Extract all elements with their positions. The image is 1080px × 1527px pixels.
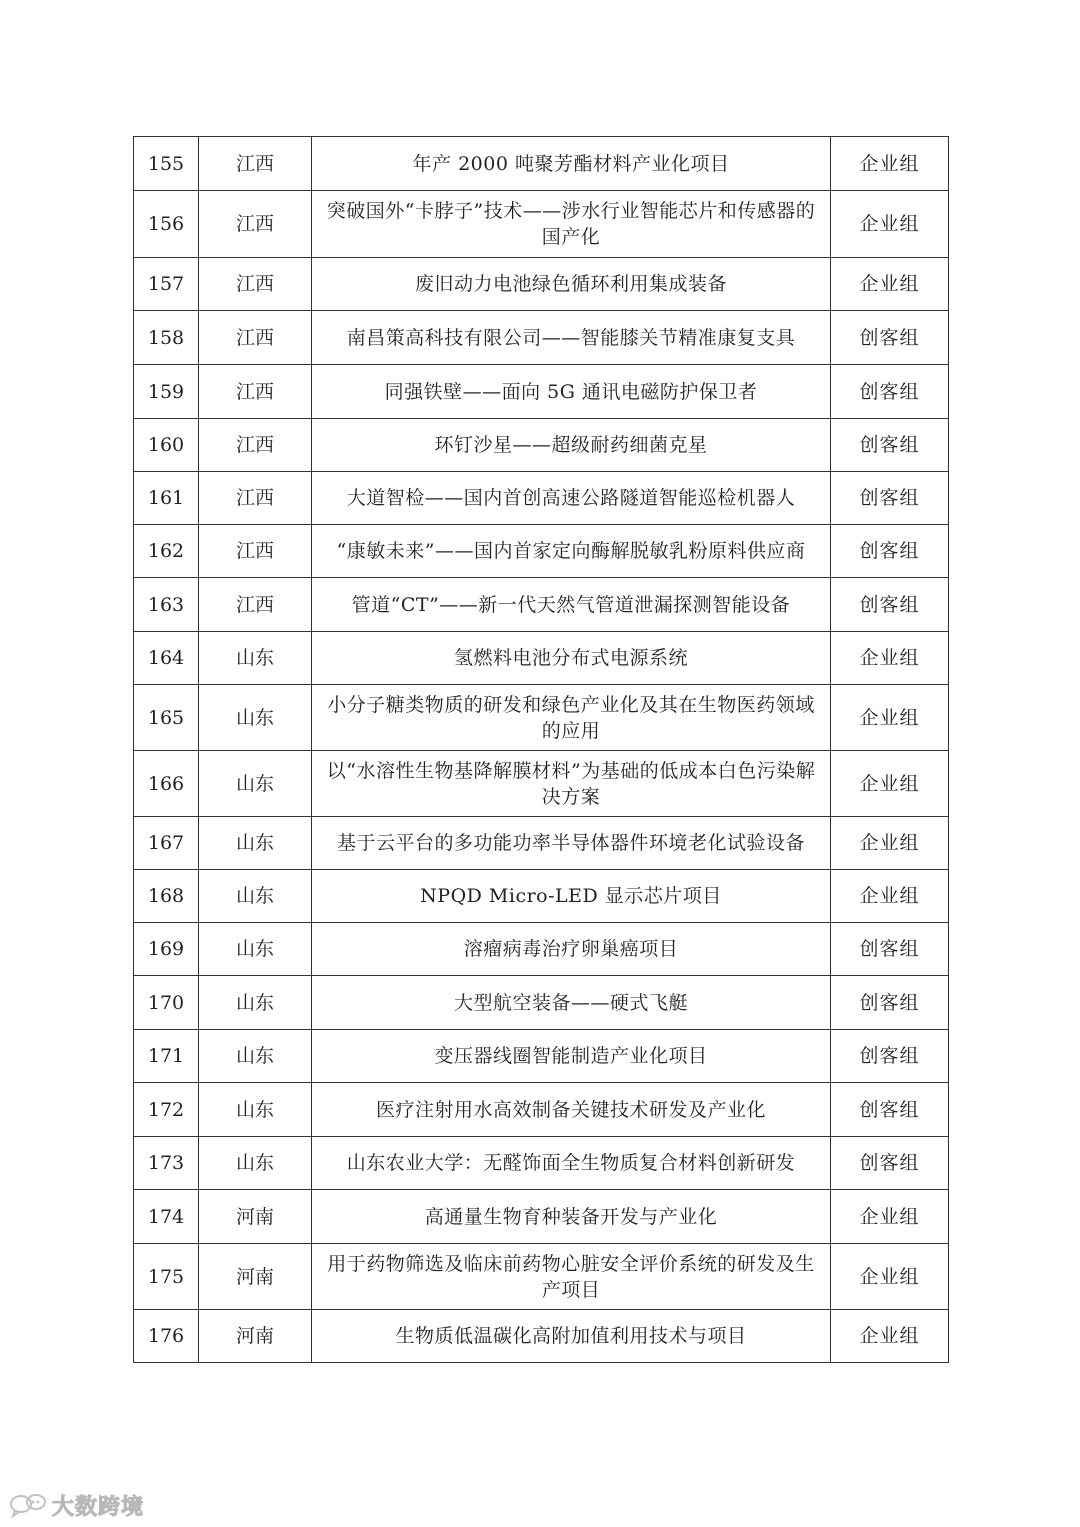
row-number: 159 — [134, 365, 199, 419]
row-province: 江西 — [199, 258, 312, 311]
row-province: 山东 — [199, 817, 312, 870]
table-row — [134, 1310, 949, 1363]
row-number: 161 — [134, 472, 199, 525]
row-group: 创客组 — [831, 1137, 949, 1190]
row-group: 企业组 — [831, 137, 949, 191]
row-project-name: 变压器线圈智能制造产业化项目 — [312, 1030, 831, 1083]
row-number: 164 — [134, 632, 199, 685]
table-row — [134, 751, 949, 817]
row-number: 167 — [134, 817, 199, 870]
row-group: 创客组 — [831, 976, 949, 1030]
table-row — [134, 1244, 949, 1310]
row-number: 172 — [134, 1083, 199, 1137]
row-project-name: 突破国外“卡脖子”技术——涉水行业智能芯片和传感器的国产化 — [312, 191, 831, 258]
row-number: 166 — [134, 751, 199, 817]
row-province: 山东 — [199, 1083, 312, 1137]
row-province: 山东 — [199, 1137, 312, 1190]
table-row — [134, 578, 949, 632]
table-row — [134, 365, 949, 419]
row-group: 企业组 — [831, 751, 949, 817]
row-project-name: 环钉沙星——超级耐药细菌克星 — [312, 419, 831, 472]
row-project-name: 小分子糖类物质的研发和绿色产业化及其在生物医药领域的应用 — [312, 685, 831, 751]
row-project-name: 年产 2000 吨聚芳酯材料产业化项目 — [312, 137, 831, 191]
row-group: 企业组 — [831, 817, 949, 870]
row-province: 河南 — [199, 1244, 312, 1310]
row-province: 山东 — [199, 751, 312, 817]
row-group: 创客组 — [831, 1030, 949, 1083]
table-row — [134, 1190, 949, 1244]
row-group: 企业组 — [831, 258, 949, 311]
table-row — [134, 976, 949, 1030]
project-list-table — [133, 136, 949, 1363]
row-province: 河南 — [199, 1190, 312, 1244]
row-project-name: 以“水溶性生物基降解膜材料”为基础的低成本白色污染解决方案 — [312, 751, 831, 817]
row-group: 企业组 — [831, 1244, 949, 1310]
row-province: 江西 — [199, 311, 312, 365]
row-group: 企业组 — [831, 870, 949, 923]
row-project-name: “康敏未来”——国内首家定向酶解脱敏乳粉原料供应商 — [312, 525, 831, 578]
row-province: 山东 — [199, 632, 312, 685]
watermark — [8, 1490, 144, 1520]
table-row — [134, 191, 949, 258]
row-group: 创客组 — [831, 419, 949, 472]
watermark-text: 大数跨境 — [52, 1494, 145, 1520]
row-project-name: 基于云平台的多功能功率半导体器件环境老化试验设备 — [312, 817, 831, 870]
row-province: 江西 — [199, 472, 312, 525]
row-group: 企业组 — [831, 1190, 949, 1244]
row-province: 江西 — [199, 191, 312, 258]
table-row — [134, 1137, 949, 1190]
row-project-name: 氢燃料电池分布式电源系统 — [312, 632, 831, 685]
table-row — [134, 472, 949, 525]
row-project-name: 大道智检——国内首创高速公路隧道智能巡检机器人 — [312, 472, 831, 525]
table-row — [134, 137, 949, 191]
row-project-name: 山东农业大学：无醛饰面全生物质复合材料创新研发 — [312, 1137, 831, 1190]
row-group: 企业组 — [831, 632, 949, 685]
row-number: 155 — [134, 137, 199, 191]
speech-bubbles-logo-icon — [8, 1492, 48, 1518]
row-number: 175 — [134, 1244, 199, 1310]
row-project-name: 用于药物筛选及临床前药物心脏安全评价系统的研发及生产项目 — [312, 1244, 831, 1310]
row-number: 160 — [134, 419, 199, 472]
row-province: 江西 — [199, 525, 312, 578]
row-number: 163 — [134, 578, 199, 632]
row-project-name: 管道“CT”——新一代天然气管道泄漏探测智能设备 — [312, 578, 831, 632]
row-number: 157 — [134, 258, 199, 311]
row-number: 174 — [134, 1190, 199, 1244]
row-project-name: 同强铁壁——面向 5G 通讯电磁防护保卫者 — [312, 365, 831, 419]
row-group: 创客组 — [831, 365, 949, 419]
row-province: 山东 — [199, 1030, 312, 1083]
row-province: 山东 — [199, 923, 312, 976]
table-row — [134, 923, 949, 976]
row-project-name: 南昌策高科技有限公司——智能膝关节精准康复支具 — [312, 311, 831, 365]
row-number: 168 — [134, 870, 199, 923]
row-project-name: 溶瘤病毒治疗卵巢癌项目 — [312, 923, 831, 976]
table-row — [134, 1083, 949, 1137]
row-province: 山东 — [199, 870, 312, 923]
table-row — [134, 817, 949, 870]
row-group: 创客组 — [831, 578, 949, 632]
row-group: 企业组 — [831, 685, 949, 751]
row-province: 江西 — [199, 137, 312, 191]
row-group: 企业组 — [831, 191, 949, 258]
row-group: 创客组 — [831, 311, 949, 365]
row-project-name: 废旧动力电池绿色循环利用集成装备 — [312, 258, 831, 311]
table-row — [134, 525, 949, 578]
table-row — [134, 258, 949, 311]
row-number: 158 — [134, 311, 199, 365]
row-province: 江西 — [199, 365, 312, 419]
row-province: 山东 — [199, 976, 312, 1030]
row-project-name: NPQD Micro-LED 显示芯片项目 — [312, 870, 831, 923]
table-row — [134, 870, 949, 923]
row-project-name: 高通量生物育种装备开发与产业化 — [312, 1190, 831, 1244]
row-province: 山东 — [199, 685, 312, 751]
row-province: 江西 — [199, 419, 312, 472]
table-row — [134, 419, 949, 472]
row-number: 171 — [134, 1030, 199, 1083]
row-number: 156 — [134, 191, 199, 258]
row-province: 江西 — [199, 578, 312, 632]
row-number: 170 — [134, 976, 199, 1030]
row-project-name: 大型航空装备——硬式飞艇 — [312, 976, 831, 1030]
table-body — [134, 137, 949, 1363]
row-number: 162 — [134, 525, 199, 578]
table-row — [134, 311, 949, 365]
row-number: 173 — [134, 1137, 199, 1190]
row-group: 创客组 — [831, 525, 949, 578]
row-number: 165 — [134, 685, 199, 751]
row-group: 创客组 — [831, 1083, 949, 1137]
table-row — [134, 632, 949, 685]
table-row — [134, 1030, 949, 1083]
row-group: 创客组 — [831, 472, 949, 525]
row-project-name: 医疗注射用水高效制备关键技术研发及产业化 — [312, 1083, 831, 1137]
row-project-name: 生物质低温碳化高附加值利用技术与项目 — [312, 1310, 831, 1363]
row-group: 企业组 — [831, 1310, 949, 1363]
table-row — [134, 685, 949, 751]
row-number: 176 — [134, 1310, 199, 1363]
row-province: 河南 — [199, 1310, 312, 1363]
row-number: 169 — [134, 923, 199, 976]
row-group: 创客组 — [831, 923, 949, 976]
